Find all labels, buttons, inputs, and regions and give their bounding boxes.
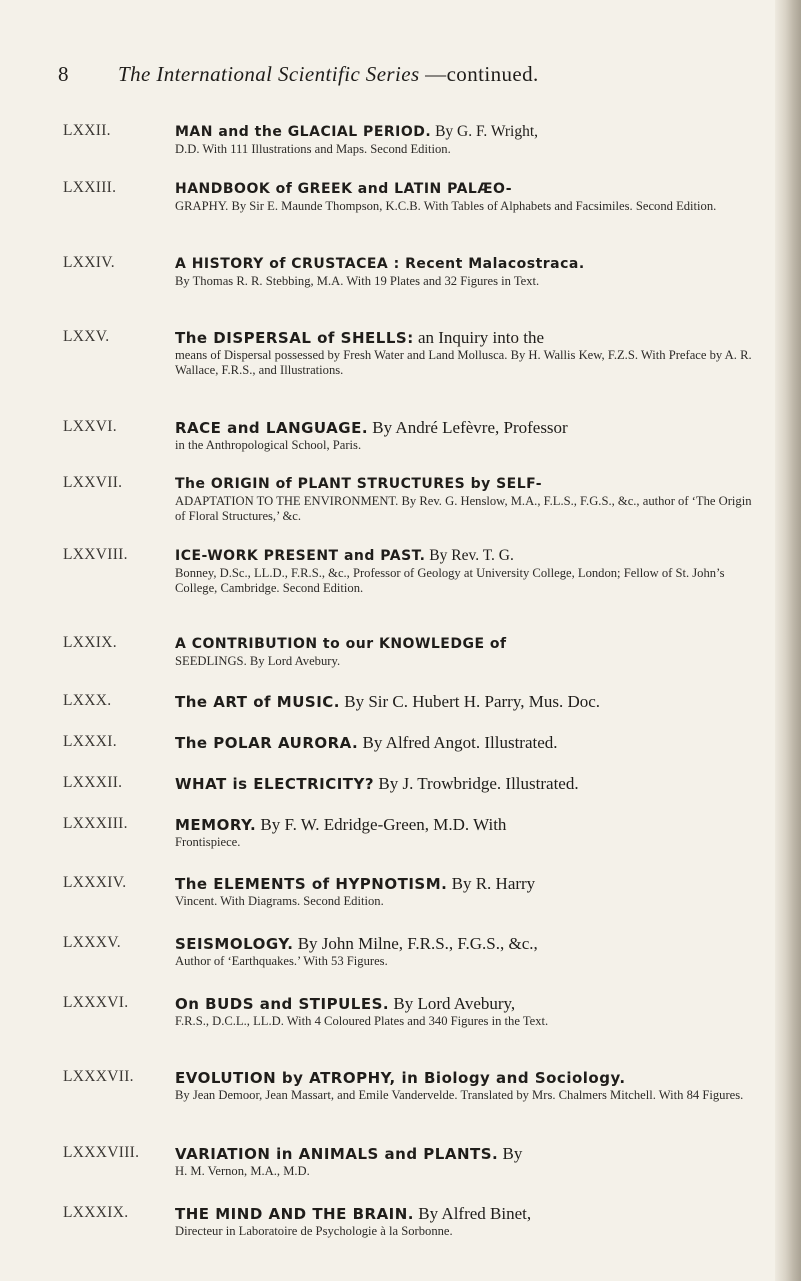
- entry-title: The DISPERSAL of SHELLS:: [175, 329, 414, 347]
- entry-byline: By Alfred Binet,: [414, 1204, 532, 1223]
- entry-number: LXXII.: [63, 122, 111, 139]
- entry-title: WHAT is ELECTRICITY?: [175, 775, 375, 793]
- entry-number: LXXXVI.: [63, 994, 129, 1011]
- page-number: 8: [58, 62, 69, 86]
- entry-detail: Author of ‘Earthquakes.’ With 53 Figures.: [175, 954, 388, 968]
- entry-title: MAN and the GLACIAL PERIOD.: [175, 124, 432, 140]
- entry-detail: GRAPHY. By Sir E. Maunde Thompson, K.C.B. With Tables of Alphabets and Facsimiles. Second Edition.: [175, 199, 717, 213]
- entry-title: THE MIND AND THE BRAIN.: [175, 1205, 415, 1223]
- entry-number: LXXIV.: [63, 254, 115, 271]
- entry-title: The POLAR AURORA.: [175, 734, 359, 752]
- entry-detail: means of Dispersal possessed by Fresh Water and Land Mollusca. By H. Wallis Kew, F.Z.S. With Preface by A. R. Wallace, F.R.S., and Illustrations.: [175, 348, 752, 377]
- entry-number: LXXIX.: [63, 634, 117, 651]
- entry-detail: H. M. Vernon, M.A., M.D.: [175, 1164, 310, 1178]
- entry-title: ICE-WORK PRESENT and PAST.: [175, 548, 426, 564]
- entry-detail: D.D. With 111 Illustrations and Maps. Second Edition.: [175, 142, 451, 156]
- running-header: [0, 62, 780, 92]
- continued-label: —continued.: [419, 62, 539, 86]
- entry-number: LXXXII.: [63, 774, 123, 791]
- entry-detail: ADAPTATION TO THE ENVIRONMENT. By Rev. G. Henslow, M.A., F.L.S., F.G.S., &c., author of ‘The Origin of Floral Structures,’ &c.: [175, 494, 752, 523]
- entry-title: EVOLUTION by ATROPHY, in Biology and Sociology.: [175, 1069, 626, 1087]
- entry-byline: By G. F. Wright,: [431, 123, 539, 140]
- entry-number: LXXXIV.: [63, 874, 127, 891]
- entry-byline: By John Milne, F.R.S., F.G.S., &c.,: [293, 934, 538, 953]
- entry-number: LXXVII.: [63, 474, 123, 491]
- entry-title: MEMORY.: [175, 816, 257, 834]
- entry-byline: By Sir C. Hubert H. Parry, Mus. Doc.: [340, 692, 601, 711]
- running-head: [118, 62, 539, 87]
- entry-number: LXXXI.: [63, 733, 117, 750]
- entry-number: LXXXIII.: [63, 815, 128, 832]
- entry-detail: Bonney, D.Sc., LL.D., F.R.S., &c., Professor of Geology at University College, London; Fellow of St. John’s College, Cambridge. Second Edition.: [175, 566, 725, 595]
- entry-title: VARIATION in ANIMALS and PLANTS.: [175, 1145, 499, 1163]
- entry-detail: By Thomas R. R. Stebbing, M.A. With 19 Plates and 32 Figures in Text.: [175, 274, 540, 288]
- entry-byline: Recent Malacostraca.: [399, 256, 585, 272]
- entry-title: The ORIGIN of PLANT STRUCTURES by SELF-: [175, 476, 543, 492]
- entry-title: On BUDS and STIPULES.: [175, 995, 390, 1013]
- entry-byline: By R. Harry: [447, 874, 536, 893]
- entry-number: LXXIII.: [63, 179, 117, 196]
- entry-byline: By André Lefèvre, Professor: [368, 418, 568, 437]
- entry-byline: By: [498, 1144, 523, 1163]
- entry-number: LXXVI.: [63, 418, 117, 435]
- entry-byline: By J. Trowbridge. Illustrated.: [374, 774, 579, 793]
- entry-title: A HISTORY of CRUSTACEA :: [175, 256, 400, 272]
- series-title: The International Scientific Series: [118, 62, 420, 86]
- entry-title: The ART of MUSIC.: [175, 693, 340, 711]
- entry-detail: By Jean Demoor, Jean Massart, and Emile Vandervelde. Translated by Mrs. Chalmers Mitchell. With 84 Figures.: [175, 1088, 744, 1102]
- entry-title: SEISMOLOGY.: [175, 935, 294, 953]
- entry-byline: By Rev. T. G.: [425, 547, 514, 564]
- entry-number: LXXXVIII.: [63, 1144, 140, 1161]
- entry-number: LXXVIII.: [63, 546, 128, 563]
- entry-detail: SEEDLINGS. By Lord Avebury.: [175, 654, 341, 668]
- entry-number: LXXX.: [63, 692, 112, 709]
- entry-detail: Vincent. With Diagrams. Second Edition.: [175, 894, 384, 908]
- entry-byline: By Lord Avebury,: [389, 994, 516, 1013]
- entry-number: LXXXIX.: [63, 1204, 129, 1221]
- entry-title: RACE and LANGUAGE.: [175, 419, 369, 437]
- entry-byline: By F. W. Edridge-Green, M.D. With: [256, 815, 507, 834]
- entry-number: LXXV.: [63, 328, 110, 345]
- entry-detail: Frontispiece.: [175, 835, 241, 849]
- entry-byline: By Alfred Angot. Illustrated.: [358, 733, 558, 752]
- entry-detail: F.R.S., D.C.L., LL.D. With 4 Coloured Plates and 340 Figures in the Text.: [175, 1014, 549, 1028]
- entry-number: LXXXVII.: [63, 1068, 134, 1085]
- page-edge-shadow: [775, 0, 801, 1281]
- entry-byline: an Inquiry into the: [413, 328, 545, 347]
- entry-detail: Directeur in Laboratoire de Psychologie à la Sorbonne.: [175, 1224, 453, 1238]
- entry-title: A CONTRIBUTION to our KNOWLEDGE of: [175, 636, 507, 652]
- entry-detail: in the Anthropological School, Paris.: [175, 438, 362, 452]
- entry-title: HANDBOOK of GREEK and LATIN PALÆO-: [175, 181, 513, 197]
- entry-title: The ELEMENTS of HYPNOTISM.: [175, 875, 448, 893]
- entry-number: LXXXV.: [63, 934, 121, 951]
